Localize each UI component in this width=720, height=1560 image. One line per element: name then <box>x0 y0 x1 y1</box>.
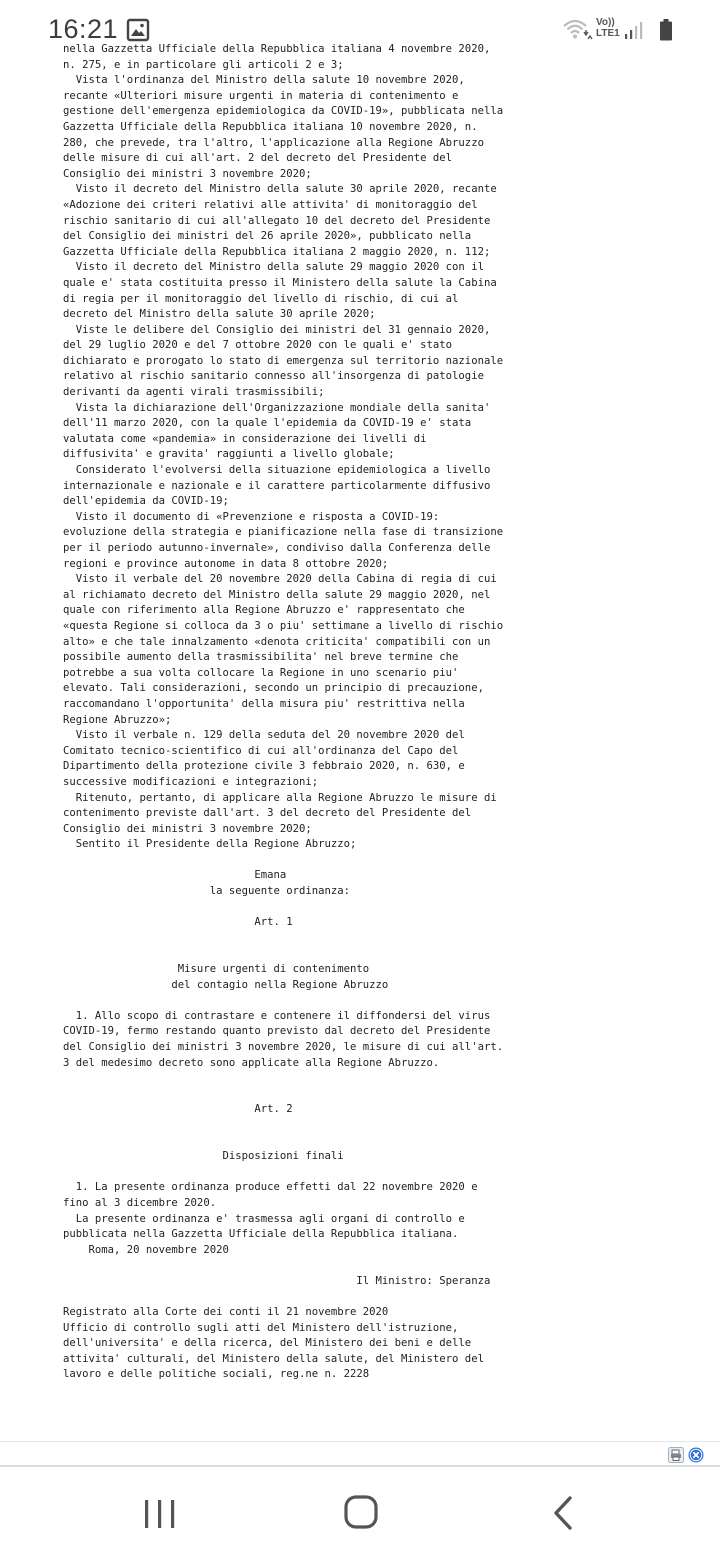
document-line: quale con riferimento alla Regione Abruzzo e' rappresentato che <box>63 604 465 617</box>
document-line: nella Gazzetta Ufficiale della Repubblica italiana 4 novembre 2020, <box>63 43 491 55</box>
signal-icon <box>624 20 646 40</box>
document-line: 1. Allo scopo di contrastare e contenere il diffondersi del virus <box>63 1009 491 1022</box>
document-line: per il periodo autunno-invernale», condiviso dalla Conferenza delle <box>63 542 491 554</box>
document-line: 3 del medesimo decreto sono applicate alla Regione Abruzzo. <box>63 1056 440 1069</box>
document-line: Regione Abruzzo»; <box>63 713 172 726</box>
wifi-icon <box>562 17 592 41</box>
document-line: Vista l'ordinanza del Ministro della salute 10 novembre 2020, <box>63 74 465 87</box>
navigation-bar <box>0 1467 720 1560</box>
document-line: Emana <box>63 869 287 882</box>
document-line: valutata come «pandemia» in considerazione dei livelli di <box>63 432 427 445</box>
document-line: «questa Regione si colloca da 3 o piu' settimane a livello di rischio <box>63 619 504 632</box>
document-line: del Consiglio dei ministri 3 novembre 2020, le misure di cui all'art. <box>63 1041 504 1053</box>
document-line: Roma, 20 novembre 2020 <box>63 1243 229 1256</box>
lte-label: LTE1 <box>596 28 620 39</box>
document-line: potrebbe a sua volta collocare la Regione in uno scenario piu' <box>63 666 459 679</box>
document-line: al richiamato decreto del Ministro della salute 29 maggio 2020, nel <box>63 588 491 601</box>
document-line: Misure urgenti di contenimento <box>63 963 370 976</box>
document-line: derivanti da agenti virali trasmissibili; <box>63 386 325 399</box>
document-line: alto» e che tale innalzamento «denota criticita' compatibili con un <box>63 635 491 648</box>
document-line: Visto il verbale del 20 novembre 2020 della Cabina di regia di cui <box>63 573 497 586</box>
document-line: regioni e province autonome in data 8 ottobre 2020; <box>63 557 389 570</box>
gallery-icon <box>127 19 149 41</box>
document-line: recante «Ulteriori misure urgenti in materia di contenimento e <box>63 89 459 102</box>
clock: 16:21 <box>48 14 119 44</box>
document-line: raccomandano l'opportunita' della misura piu' restrittiva nella <box>63 697 465 710</box>
document-line: elevato. Tali considerazioni, secondo un principio di precauzione, <box>63 682 484 695</box>
battery-icon <box>659 19 673 41</box>
document-line: del Consiglio dei ministri del 26 aprile 2020», pubblicato nella <box>63 230 472 243</box>
document-line: 280, che prevede, tra l'altro, l'applicazione alla Regione Abruzzo <box>63 136 484 149</box>
document-line: la seguente ordinanza: <box>63 885 351 898</box>
document-line: evoluzione della strategia e pianificazione nella fase di transizione <box>63 526 504 539</box>
home-button[interactable] <box>331 1487 391 1537</box>
document-line: rischio sanitario di cui all'allegato 10 del decreto del Presidente <box>63 214 491 227</box>
document-line: dell'universita' e della ricerca, del Ministero dei beni e delle <box>63 1337 472 1350</box>
document-line: dell'epidemia da COVID-19; <box>63 495 229 508</box>
document-line: Registrato alla Corte dei conti il 21 novembre 2020 <box>63 1306 389 1319</box>
document-line: Visto il verbale n. 129 della seduta del 20 novembre 2020 del <box>63 729 465 742</box>
recent-apps-button[interactable] <box>130 1487 190 1537</box>
document-line: Gazzetta Ufficiale della Repubblica italiana 2 maggio 2020, n. 112; <box>63 245 491 258</box>
document-line: fino al 3 dicembre 2020. <box>63 1196 217 1209</box>
document-line: Gazzetta Ufficiale della Repubblica italiana 10 novembre 2020, n. <box>63 120 478 133</box>
document-text <box>63 42 543 1383</box>
document-line: Visto il documento di «Prevenzione e risposta a COVID-19: <box>63 510 440 523</box>
document-line: Dipartimento della protezione civile 3 febbraio 2020, n. 630, e <box>63 760 465 773</box>
volte-label: Vo)) <box>596 17 615 28</box>
document-line: La presente ordinanza e' trasmessa agli organi di controllo e <box>63 1212 465 1225</box>
document-line: attivita' culturali, del Ministero della salute, del Ministero del <box>63 1352 484 1365</box>
document-line: del contagio nella Regione Abruzzo <box>63 978 389 991</box>
document-line: Considerato l'evolversi della situazione epidemiologica a livello <box>63 464 491 477</box>
document-line: relativo al rischio sanitario connesso all'insorgenza di patologie <box>63 370 484 383</box>
document-line: quale e' stata costituita presso il Ministero della salute la Cabina <box>63 276 497 289</box>
document-line: dell'11 marzo 2020, con la quale l'epidemia da COVID-19 e' stata <box>63 417 472 430</box>
document-line: lavoro e delle politiche sociali, reg.ne n. 2228 <box>63 1368 370 1381</box>
document-line: 1. La presente ordinanza produce effetti dal 22 novembre 2020 e <box>63 1181 478 1194</box>
document-line: Disposizioni finali <box>63 1150 344 1163</box>
document-line: internazionale e nazionale e il carattere particolarmente diffusivo <box>63 479 491 492</box>
back-button[interactable] <box>534 1487 594 1537</box>
document-line: Consiglio dei ministri 3 novembre 2020; <box>63 167 312 180</box>
document-line: di regia per il monitoraggio del livello di rischio, di cui al <box>63 292 459 305</box>
document-line: Vista la dichiarazione dell'Organizzazione mondiale della sanita' <box>63 401 491 414</box>
document-line: n. 275, e in particolare gli articoli 2 e 3; <box>63 58 344 71</box>
document-line: pubblicata nella Gazzetta Ufficiale della Repubblica italiana. <box>63 1228 459 1241</box>
document-line: «Adozione dei criteri relativi alle attivita' di monitoraggio del <box>63 198 478 211</box>
document-viewer[interactable] <box>63 43 543 1430</box>
document-line: possibile aumento della trasmissibilita' nel breve termine che <box>63 651 459 664</box>
document-line: Consiglio dei ministri 3 novembre 2020; <box>63 822 312 835</box>
document-line: gestione dell'emergenza epidemiologica da COVID-19», pubblicata nella <box>63 105 504 118</box>
document-line: dichiarato e prorogato lo stato di emergenza sul territorio nazionale <box>63 354 504 367</box>
close-icon[interactable] <box>688 1447 704 1463</box>
document-line: delle misure di cui all'art. 2 del decreto del Presidente del <box>63 152 453 165</box>
document-line: del 29 luglio 2020 e del 7 ottobre 2020 con le quali e' stato <box>63 339 453 352</box>
document-line: decreto del Ministro della salute 30 aprile 2020; <box>63 308 376 321</box>
document-line: diffusivita' e gravita' raggiunti a livello globale; <box>63 448 395 461</box>
document-line: contenimento previste dall'art. 3 del decreto del Presidente del <box>63 807 472 820</box>
document-line: successive modificazioni e integrazioni; <box>63 775 319 788</box>
document-line: Ritenuto, pertanto, di applicare alla Regione Abruzzo le misure di <box>63 791 497 804</box>
print-icon[interactable] <box>668 1447 684 1463</box>
document-line: Art. 1 <box>63 916 293 929</box>
network-label <box>596 17 620 39</box>
document-line: Art. 2 <box>63 1103 293 1116</box>
document-line: Comitato tecnico-scientifico di cui all'ordinanza del Capo del <box>63 744 459 757</box>
document-line: Sentito il Presidente della Regione Abruzzo; <box>63 838 357 851</box>
document-line: Visto il decreto del Ministro della salute 30 aprile 2020, recante <box>63 183 497 196</box>
document-line: COVID-19, fermo restando quanto previsto dal decreto del Presidente <box>63 1025 491 1038</box>
document-line: Ufficio di controllo sugli atti del Ministero dell'istruzione, <box>63 1321 459 1334</box>
document-line: Il Ministro: Speranza <box>63 1274 491 1287</box>
document-line: Viste le delibere del Consiglio dei ministri del 31 gennaio 2020, <box>63 323 491 336</box>
divider <box>0 1441 720 1442</box>
document-line: Visto il decreto del Ministro della salute 29 maggio 2020 con il <box>63 261 484 274</box>
